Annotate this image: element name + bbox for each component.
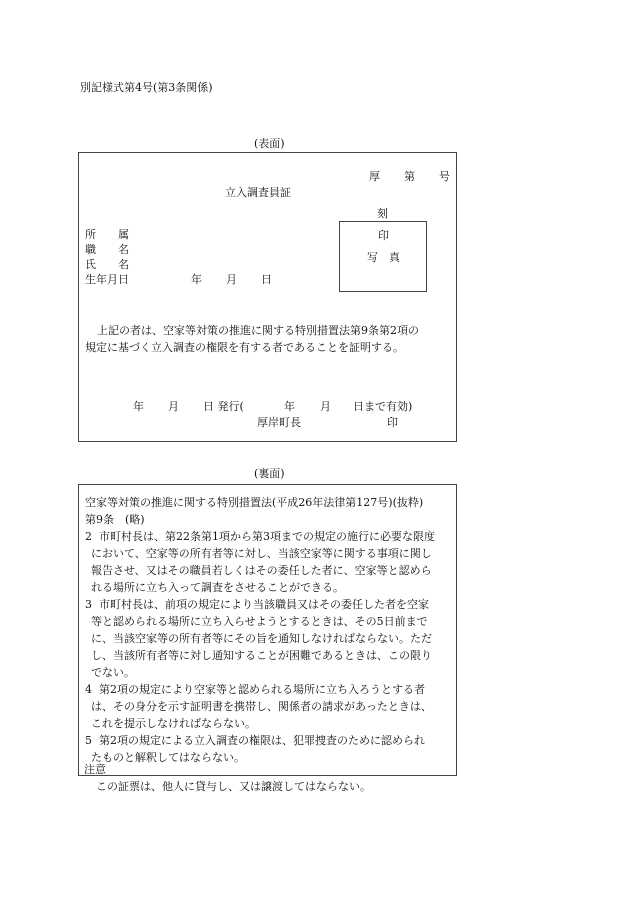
number-go: 号 (439, 170, 450, 183)
certification-line-1: 上記の者は、空家等対策の推進に関する特別措置法第9条第2項の (97, 324, 419, 337)
photo-box (339, 221, 427, 292)
clause-3-line-4: し、当該所有者等に対し通知することが困難であるときは、この限り (91, 649, 432, 662)
back-heading: (裏面) (254, 467, 285, 480)
field-affiliation: 所 属 (85, 228, 129, 241)
clause-2-line-4: れる場所に立ち入って調査をさせることができる。 (91, 581, 344, 594)
birth-month: 月 (226, 273, 237, 286)
field-name: 氏 名 (85, 258, 129, 271)
front-card (78, 152, 457, 442)
clause-4-line-3: これを提示しなければならない。 (91, 717, 256, 730)
issue-month: 月 (168, 400, 179, 413)
clause-3-line-1: 市町村長は、前項の規定により当該職員又はその委任した者を空家 (99, 598, 429, 611)
issuer-seal: 印 (387, 416, 398, 429)
seal-label: 刻 (377, 207, 388, 220)
front-heading: (表面) (254, 137, 285, 150)
clause-2-line-3: 報告させ、又はその職員若しくはその委任した者に、空家等と認めら (91, 564, 432, 577)
photo-box-photo: 写 真 (367, 251, 400, 264)
valid-year: 年 (284, 400, 295, 413)
field-position: 職 名 (85, 243, 129, 256)
issuer: 厚岸町長 (257, 416, 301, 429)
valid-month: 月 (320, 400, 331, 413)
clause-4-num: 4 (85, 683, 92, 696)
photo-box-seal: 印 (378, 229, 389, 242)
clause-4-line-2: は、その身分を示す証明書を携帯し、関係者の請求があったときは、 (91, 700, 432, 713)
card-title: 立入調査員証 (225, 186, 291, 199)
law-title: 空家等対策の推進に関する特別措置法(平成26年法律第127号)(抜粋) (85, 496, 424, 509)
back-card (78, 484, 457, 776)
clause-3-line-3: に、当該空家等の所有者等にその旨を通知しなければならない。ただ (91, 632, 432, 645)
clause-3-num: 3 (85, 598, 92, 611)
form-title: 別記様式第4号(第3条関係) (80, 81, 213, 94)
clause-2-num: 2 (85, 530, 92, 543)
clause-5-num: 5 (85, 734, 92, 747)
certification-line-2: 規定に基づく立入調査の権限を有する者であることを証明する。 (85, 341, 404, 354)
clause-3-line-5: でない。 (91, 666, 135, 679)
issue-year: 年 (133, 400, 144, 413)
field-birth: 生年月日 (85, 273, 129, 286)
clause-5-line-2: たものと解釈してはならない。 (91, 751, 245, 764)
article-9: 第9条 (略) (85, 513, 145, 526)
clause-3-line-2: 等と認められる場所に立ち入らせようとするときは、その5日前まで (91, 615, 428, 628)
birth-year: 年 (191, 273, 202, 286)
clause-2-line-2: において、空家等の所有者等に対し、当該空家等に関する事項に関し (91, 547, 432, 560)
number-dai: 第 (404, 170, 415, 183)
clause-4-line-1: 第2項の規定により空家等と認められる場所に立ち入ろうとする者 (99, 683, 425, 696)
birth-day: 日 (261, 273, 272, 286)
clause-2-line-1: 市町村長は、第22条第1項から第3項までの規定の施行に必要な限度 (99, 530, 435, 543)
clause-5-line-1: 第2項の規定による立入調査の権限は、犯罪捜査のために認められ (99, 734, 425, 747)
note-text: この証票は、他人に貸与し、又は譲渡してはならない。 (96, 780, 371, 793)
number-prefix: 厚 (369, 170, 380, 183)
note-label: 注意 (84, 763, 106, 776)
issue-day: 日 発行( (203, 400, 244, 413)
valid-day: 日まで有効) (353, 400, 413, 413)
